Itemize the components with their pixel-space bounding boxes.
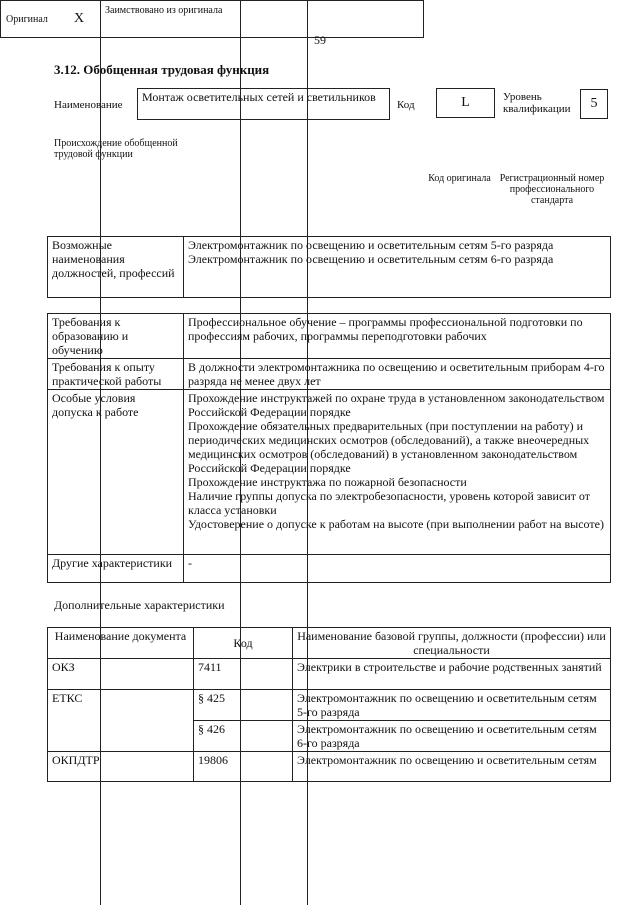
row-code: 19806 <box>194 752 293 782</box>
admission-line: Прохождение обязательных предварительных (при поступлении на работу) и периодических медицинских осмотров (обследований), а также внеочередных медицинских осмотров (обследований) в установленном законодательством Российской Федерации порядке <box>188 419 590 475</box>
reg-caption: Регистрационный номер профессионального стандарта <box>499 173 605 206</box>
origin-label: Происхождение обобщенной трудовой функции <box>54 138 178 160</box>
row-code: § 425 <box>194 690 293 721</box>
page-number: 59 <box>314 33 326 47</box>
name-label: Наименование <box>54 99 123 111</box>
row-code: § 426 <box>194 721 293 752</box>
row-document: ОКПДТР <box>48 752 194 782</box>
row-document: ОКЗ <box>48 659 194 690</box>
row-name: Электрики в строительстве и рабочие родственных занятий <box>293 659 611 690</box>
level-label: Уровень квалификации <box>503 91 571 115</box>
positions-value <box>184 237 611 298</box>
education-label: Требования к образованию и обучению <box>48 314 184 359</box>
experience-value: В должности электромонтажника по освещению и осветительным приборам 4-го разряда не менее двух лет <box>184 359 611 390</box>
code-label: Код <box>397 99 415 111</box>
original-label: Оригинал <box>6 14 48 25</box>
code-value: L <box>436 88 495 118</box>
positions-label: Возможные наименования должностей, профессий <box>48 237 184 298</box>
header-code: Код <box>194 628 293 659</box>
admission-label: Особые условия допуска к работе <box>48 390 184 555</box>
level-value: 5 <box>580 89 608 119</box>
additional-title: Дополнительные характеристики <box>54 598 225 612</box>
education-value: Профессиональное обучение – программы профессиональной подготовки по профессиям рабочих, программы переподготовки рабочих <box>184 314 611 359</box>
experience-label: Требования к опыту практической работы <box>48 359 184 390</box>
admission-line: Прохождение инструктажей по охране труда в установленном законодательством Российской Федерации порядке <box>188 391 605 419</box>
admission-line: Удостоверение о допуске к работам на высоте (при выполнении работ на высоте) <box>188 517 604 531</box>
code-caption: Код оригинала <box>428 173 491 184</box>
row-code: 7411 <box>194 659 293 690</box>
additional-table <box>47 627 611 782</box>
header-group-name: Наименование базовой группы, должности (профессии) или специальности <box>293 628 611 659</box>
position-line: Электромонтажник по освещению и осветительным сетям 5-го разряда <box>188 238 554 252</box>
other-value: - <box>184 555 611 583</box>
requirements-table <box>47 313 611 583</box>
header-document: Наименование документа <box>48 628 194 659</box>
borrowed-label: Заимствовано из оригинала <box>105 5 223 16</box>
positions-table <box>47 236 611 298</box>
row-name: Электромонтажник по освещению и осветительным сетям 6-го разряда <box>293 721 611 752</box>
row-name: Электромонтажник по освещению и осветительным сетям <box>293 752 611 782</box>
row-name: Электромонтажник по освещению и осветительным сетям 5-го разряда <box>293 690 611 721</box>
original-mark: X <box>74 11 85 26</box>
admission-line: Наличие группы допуска по электробезопасности, уровень которой зависит от класса установки <box>188 489 591 517</box>
position-line: Электромонтажник по освещению и осветительным сетям 6-го разряда <box>188 252 554 266</box>
other-label: Другие характеристики <box>48 555 184 583</box>
section-title: 3.12. Обобщенная трудовая функция <box>54 62 270 77</box>
row-document: ЕТКС <box>48 690 194 752</box>
function-name-value: Монтаж осветительных сетей и светильников <box>137 88 390 120</box>
admission-line: Прохождение инструктажа по пожарной безопасности <box>188 475 467 489</box>
admission-value <box>184 390 611 555</box>
